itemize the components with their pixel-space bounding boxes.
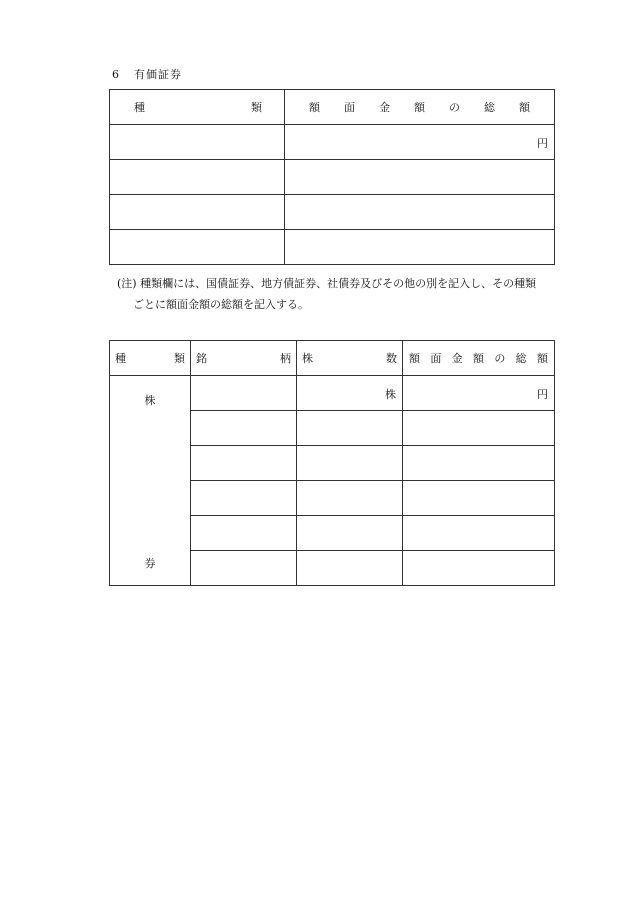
brand-cell[interactable]: [191, 551, 297, 586]
shares-cell[interactable]: [297, 481, 403, 516]
total-cell[interactable]: [285, 160, 555, 195]
brand-cell[interactable]: [191, 481, 297, 516]
header-char: の: [449, 101, 460, 114]
header-type: [110, 90, 285, 125]
header-char: 類: [251, 101, 262, 114]
header-char: 額: [472, 352, 484, 365]
shares-cell[interactable]: [297, 446, 403, 481]
stock-label-top: 株: [144, 394, 156, 407]
section-heading: [112, 66, 182, 82]
header-char: 種: [115, 352, 126, 365]
note-text: [117, 273, 567, 315]
header-char: 額: [414, 101, 425, 114]
table-header-row: [110, 341, 555, 376]
header-char: 総: [484, 101, 495, 114]
note-line-1: (注) 種類欄には、国債証券、地方債証券、社債券及びその他の別を記入し、その種類: [117, 277, 537, 290]
header-type-label: [110, 350, 190, 366]
header-char: 額: [536, 352, 548, 365]
table-row: [110, 195, 555, 230]
type-cell[interactable]: [110, 195, 285, 230]
header-char: 金: [451, 352, 463, 365]
header-char: 銘: [196, 352, 207, 365]
total-cell[interactable]: [403, 376, 555, 411]
table-row: [110, 376, 555, 411]
header-total: [285, 90, 555, 125]
header-total-label: [285, 99, 554, 115]
total-cell[interactable]: [403, 411, 555, 446]
header-char: 額: [409, 352, 420, 365]
brand-cell[interactable]: [191, 376, 297, 411]
header-char: 数: [386, 352, 397, 365]
stocks-table: [109, 340, 555, 586]
header-char: 株: [302, 352, 313, 365]
total-cell[interactable]: [403, 446, 555, 481]
total-cell[interactable]: [285, 195, 555, 230]
table-row: [110, 160, 555, 195]
shares-cell[interactable]: [297, 551, 403, 586]
shares-unit: 株: [385, 388, 396, 401]
brand-cell[interactable]: [191, 516, 297, 551]
total-cell[interactable]: [285, 230, 555, 265]
header-char: 額: [309, 101, 320, 114]
header-char: 種: [134, 101, 145, 114]
header-char: 柄: [280, 352, 291, 365]
table-row: [110, 125, 555, 160]
total-cell[interactable]: [403, 516, 555, 551]
total-cell[interactable]: [403, 481, 555, 516]
stock-type-cell: [110, 376, 191, 586]
total-cell[interactable]: [403, 551, 555, 586]
shares-cell[interactable]: [297, 376, 403, 411]
section-number: 6: [112, 68, 120, 81]
header-char: 面: [344, 101, 355, 114]
shares-cell[interactable]: [297, 411, 403, 446]
yen-unit: 円: [537, 388, 548, 401]
brand-cell[interactable]: [191, 446, 297, 481]
stock-label-bottom: 券: [144, 557, 156, 570]
header-char: 面: [430, 352, 442, 365]
header-char: 類: [174, 352, 185, 365]
header-type-label: [110, 99, 284, 115]
section-title: 有価証券: [134, 68, 182, 81]
yen-unit: 円: [537, 137, 548, 150]
table-header-row: [110, 90, 555, 125]
header-char: 総: [515, 352, 527, 365]
securities-table: [109, 89, 555, 265]
header-brand-label: [191, 350, 296, 366]
header-type: [110, 341, 191, 376]
header-total: [403, 341, 555, 376]
type-cell[interactable]: [110, 125, 285, 160]
header-char: 額: [519, 101, 530, 114]
header-shares: [297, 341, 403, 376]
brand-cell[interactable]: [191, 411, 297, 446]
table-row: [110, 230, 555, 265]
header-total-label: [403, 350, 554, 366]
shares-cell[interactable]: [297, 516, 403, 551]
type-cell[interactable]: [110, 230, 285, 265]
header-char: の: [494, 352, 506, 365]
header-shares-label: [297, 350, 402, 366]
total-cell[interactable]: [285, 125, 555, 160]
note-line-2: ごとに額面金額の総額を記入する。: [133, 298, 309, 311]
header-brand: [191, 341, 297, 376]
type-cell[interactable]: [110, 160, 285, 195]
header-char: 金: [379, 101, 390, 114]
